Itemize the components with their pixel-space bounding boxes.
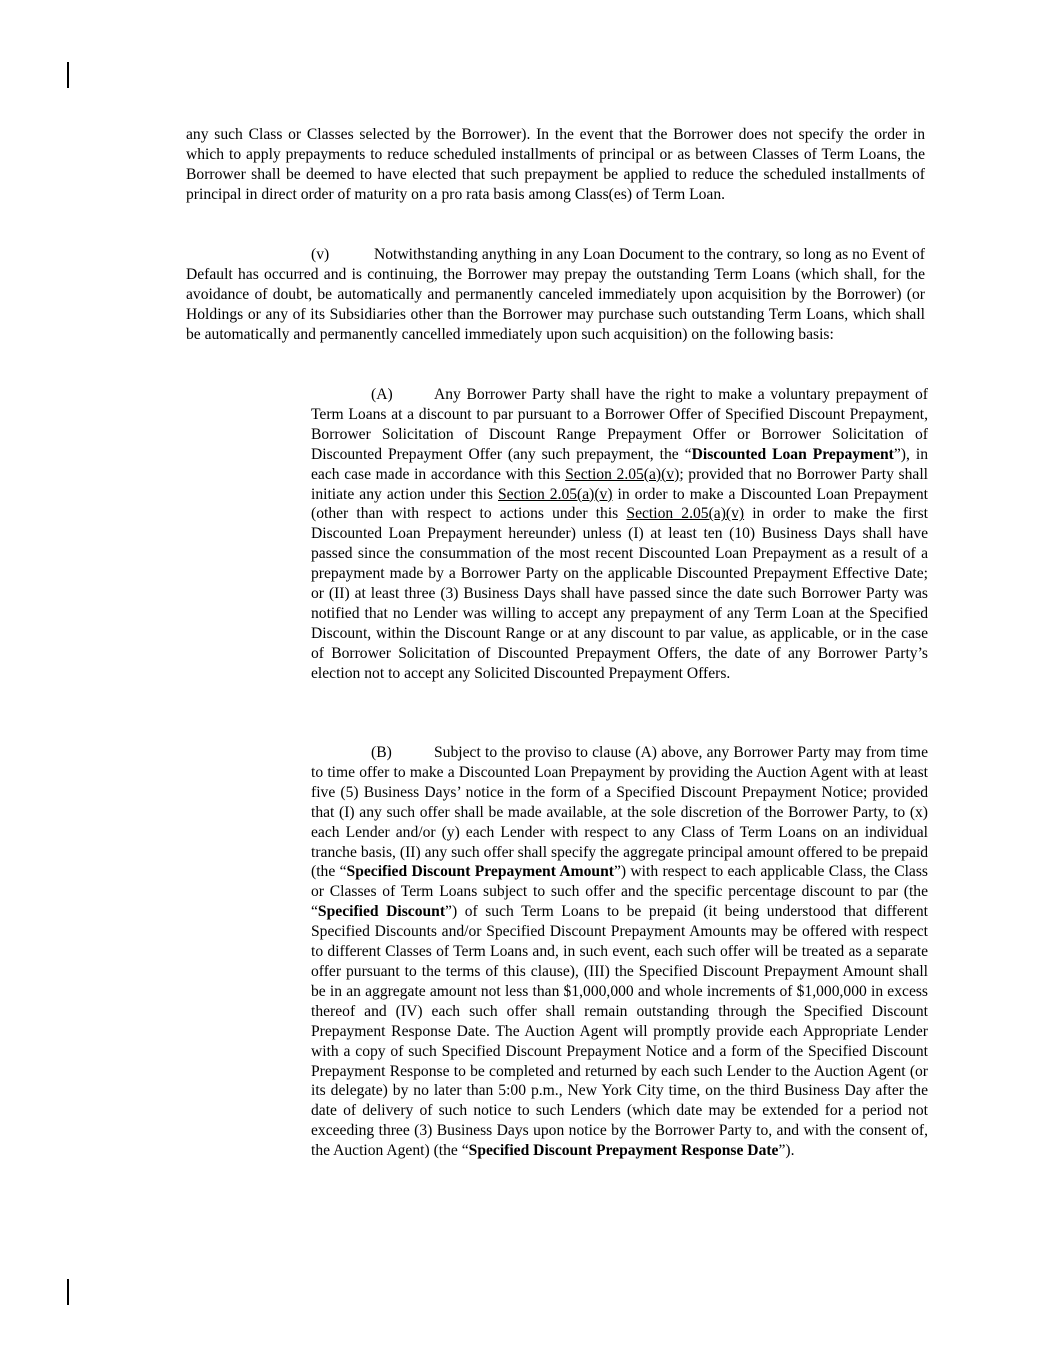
paragraph-v	[186, 245, 925, 345]
paragraph-continuation-text: any such Class or Classes selected by the Borrower). In the event that the Borrower does not specify the order in which to apply prepayments to reduce scheduled installments of principal or as between Classes of Term Loans, the Borrower shall be deemed to have elected that such prepayment be applied to reduce the scheduled installments of principal in direct order of maturity on a pro rata basis among Class(es) of Term Loan.	[186, 126, 925, 203]
section-reference-3: Section 2.05(a)(v)	[626, 505, 745, 523]
defined-term-specified-discount: Specified Discount	[317, 903, 446, 921]
paragraph-A-text-5: in order to make the first Discounted Loan Prepayment hereunder) unless (I) at least ten (10) Business Days shall have passed since the consummation of the most recent Discounted Loan Prepayment as a result of a prepayment made by a Borrower Party on the applicable Discounted Prepayment Effective Date; or (II) at least three (3) Business Days shall have passed since the date such Borrower Party was notified that no Lender was willing to accept any prepayment of any Term Loan at the Specified Discount, within the Discount Range or at any discount to par value, as applicable, or in the case of Borrower Solicitation of Discounted Prepayment Offers, the date of any Borrower Party’s election not to accept any Solicited Discounted Prepayment Offers.	[311, 505, 929, 682]
margin-change-bar-bottom	[67, 1279, 69, 1305]
paragraph-B-text-4: ”).	[778, 1142, 795, 1160]
margin-change-bar-top	[67, 62, 69, 88]
defined-term-specified-discount-prepayment-amount: Specified Discount Prepayment Amount	[346, 863, 614, 881]
clause-marker-B: (B)	[371, 744, 392, 761]
section-reference-2: Section 2.05(a)(v)	[497, 485, 613, 503]
paragraph-B-text-1: Subject to the proviso to clause (A) above, any Borrower Party may from time to time offer to make a Discounted Loan Prepayment by providing the Auction Agent with at least five (5) Business Days’ notice in the form of a Specified Discount Prepayment Notice; provided that (I) any such offer shall be made available, at the sole discretion of the Borrower Party, to (x) each Lender and/or (y) each Lender with respect to any Class of Term Loans on an individual tranche basis, (II) any such offer shall specify the aggregate principal amount offered to be prepaid (the “	[311, 744, 928, 881]
section-reference-1: Section 2.05(a)(v)	[565, 465, 680, 483]
paragraph-A-text-2: ”), in each case made in accordance with this	[311, 445, 928, 483]
defined-term-specified-discount-prepayment-response-date: Specified Discount Prepayment Response Date	[468, 1142, 779, 1160]
defined-term-discounted-loan-prepayment: Discounted Loan Prepayment	[691, 445, 894, 463]
paragraph-A	[311, 385, 928, 684]
paragraph-B-text-2: ”) with respect to each applicable Class, the Class or Classes of Term Loans subject to such offer and the specific percentage discount to par (the “	[311, 863, 928, 921]
paragraph-v-text: Notwithstanding anything in any Loan Document to the contrary, so long as no Event of Default has occurred and is continuing, the Borrower may prepay the outstanding Term Loans (which shall, for the avoidance of doubt, be automatically and permanently canceled immediately upon acquisition by the Borrower) (or Holdings or any of its Subsidiaries other than the Borrower may purchase such outstanding Term Loans, which shall be automatically and permanently cancelled immediately upon such acquisition) on the following basis:	[186, 246, 925, 343]
paragraph-A-text-1: Any Borrower Party shall have the right to make a voluntary prepayment of Term Loans at a discount to par pursuant to a Borrower Offer of Specified Discount Prepayment, Borrower Solicitation of Discount Range Prepayment Offer or Borrower Solicitation of Discounted Prepayment Offer (any such prepayment, the “	[311, 386, 928, 463]
clause-marker-A: (A)	[371, 386, 393, 403]
paragraph-continuation	[186, 125, 925, 205]
paragraph-A-text-4: in order to make a Discounted Loan Prepayment (other than with respect to actions under this	[311, 485, 928, 523]
paragraph-B-text-3: ”) of such Term Loans to be prepaid (it being understood that different Specified Discounts and/or Specified Discount Prepayment Amounts may be offered with respect to different Classes of Term Loans and, in such event, each such offer will be treated as a separate offer pursuant to the terms of this clause), (III) the Specified Discount Prepayment Amount shall be in an aggregate amount not less than $1,000,000 and whole increments of $1,000,000 in excess thereof and (IV) each such offer shall remain outstanding through the Specified Discount Prepayment Response Date. The Auction Agent will promptly provide each Appropriate Lender with a copy of such Specified Discount Prepayment Notice and a form of the Specified Discount Prepayment Response to be completed and returned by each such Lender to the Auction Agent (or its delegate) by no later than 5:00 p.m., New York City time, on the third Business Day after the date of delivery of such notice to such Lenders (which date may be extended for a period not exceeding three (3) Business Days upon notice by the Borrower Party to, and with the consent of, the Auction Agent) (the “	[311, 903, 928, 1160]
paragraph-B	[311, 743, 928, 1161]
clause-marker-v: (v)	[311, 246, 330, 263]
paragraph-A-text-3: ; provided that no Borrower Party shall initiate any action under this	[311, 465, 928, 503]
